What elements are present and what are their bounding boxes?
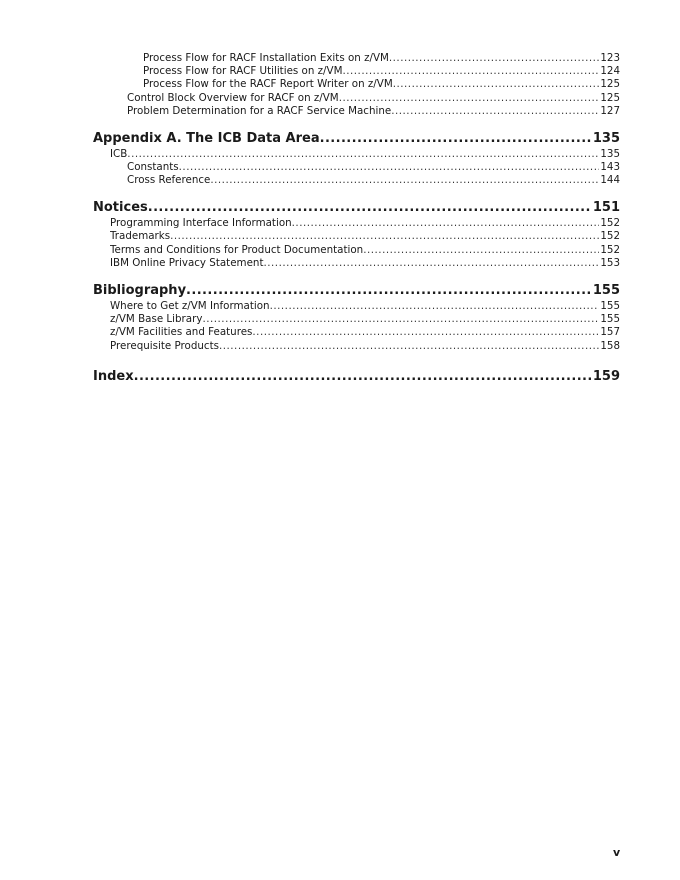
toc-entry-title: Where to Get z/VM Information [110, 300, 270, 312]
toc-entry[interactable] [127, 161, 620, 173]
toc-entry-title: ICB [110, 148, 128, 160]
toc-entry-page-number: 158 [600, 340, 620, 352]
toc-chapter-entry[interactable] [93, 131, 620, 146]
toc-entry[interactable] [110, 257, 620, 269]
toc-entry-title: Notices [93, 200, 148, 215]
toc-entry[interactable] [143, 52, 620, 64]
toc-entry-title: Process Flow for RACF Utilities on z/VM [143, 65, 343, 77]
dot-leader [134, 369, 592, 384]
toc-entry-page-number: 143 [600, 161, 620, 173]
dot-leader [393, 78, 600, 90]
dot-leader [170, 230, 599, 242]
toc-entry-page-number: 155 [600, 313, 620, 325]
toc-entry-page-number: 124 [600, 65, 620, 77]
toc-entry[interactable] [110, 148, 620, 160]
toc-entry[interactable] [110, 340, 620, 352]
toc-entry-page-number: 157 [600, 326, 620, 338]
dot-leader [210, 174, 599, 186]
toc-entry[interactable] [110, 300, 620, 312]
dot-leader [292, 217, 600, 229]
toc-entry-title: Programming Interface Information [110, 217, 292, 229]
toc-entry-page-number: 125 [600, 78, 620, 90]
toc-entry-title: Process Flow for the RACF Report Writer on z/VM [143, 78, 393, 90]
toc-entry[interactable] [143, 78, 620, 90]
toc-entry-title: Appendix A. The ICB Data Area [93, 131, 320, 146]
toc-entry-page-number: 155 [592, 283, 620, 298]
toc-entry[interactable] [110, 230, 620, 242]
dot-leader [186, 283, 592, 298]
toc-entry[interactable] [143, 65, 620, 77]
dot-leader [148, 200, 592, 215]
toc-entry-page-number: 135 [592, 131, 620, 146]
toc-entry[interactable] [110, 326, 620, 338]
toc-entry-title: Index [93, 369, 134, 384]
toc-entry[interactable] [110, 217, 620, 229]
toc-chapter-entry[interactable] [93, 283, 620, 298]
toc-entry-page-number: 123 [600, 52, 620, 64]
dot-leader [219, 340, 599, 352]
toc-entry-page-number: 127 [600, 105, 620, 117]
toc-entry-page-number: 144 [600, 174, 620, 186]
toc-entry-page-number: 151 [592, 200, 620, 215]
toc-entry-page-number: 135 [600, 148, 620, 160]
toc-entry[interactable] [110, 244, 620, 256]
toc-entry-page-number: 152 [600, 244, 620, 256]
toc-entry-page-number: 152 [600, 217, 620, 229]
dot-leader [179, 161, 600, 173]
dot-leader [320, 131, 592, 146]
toc-chapter-entry[interactable] [93, 369, 620, 384]
toc-entry-title: Problem Determination for a RACF Service Machine [127, 105, 392, 117]
toc-entry[interactable] [127, 92, 620, 104]
toc-entry-page-number: 155 [600, 300, 620, 312]
toc-entry-title: Cross Reference [127, 174, 211, 186]
toc-entry-page-number: 159 [592, 369, 620, 384]
toc-entry-page-number: 152 [600, 230, 620, 242]
toc-entry-title: Constants [127, 161, 179, 173]
toc-entry-title: z/VM Facilities and Features [110, 326, 253, 338]
dot-leader [339, 92, 600, 104]
toc-entry-title: IBM Online Privacy Statement [110, 257, 264, 269]
dot-leader [127, 148, 599, 160]
toc-entry-title: Terms and Conditions for Product Documentation [110, 244, 364, 256]
toc-entry-title: Trademarks [110, 230, 171, 242]
toc-entry[interactable] [127, 105, 620, 117]
toc-entry-title: z/VM Base Library [110, 313, 203, 325]
dot-leader [363, 244, 599, 256]
dot-leader [252, 326, 599, 338]
dot-leader [202, 313, 599, 325]
dot-leader [389, 52, 599, 64]
toc-entry[interactable] [127, 174, 620, 186]
dot-leader [263, 257, 599, 269]
toc-entry-title: Control Block Overview for RACF on z/VM [127, 92, 339, 104]
dot-leader [391, 105, 599, 117]
toc-entry-page-number: 153 [600, 257, 620, 269]
dot-leader [270, 300, 600, 312]
toc-entry-page-number: 125 [600, 92, 620, 104]
page-number: v [613, 846, 621, 859]
toc-entry[interactable] [110, 313, 620, 325]
toc-entry-title: Bibliography [93, 283, 187, 298]
toc-entry-title: Process Flow for RACF Installation Exits on z/VM [143, 52, 389, 64]
toc-chapter-entry[interactable] [93, 200, 620, 215]
toc-entry-title: Prerequisite Products [110, 340, 219, 352]
dot-leader [342, 65, 599, 77]
